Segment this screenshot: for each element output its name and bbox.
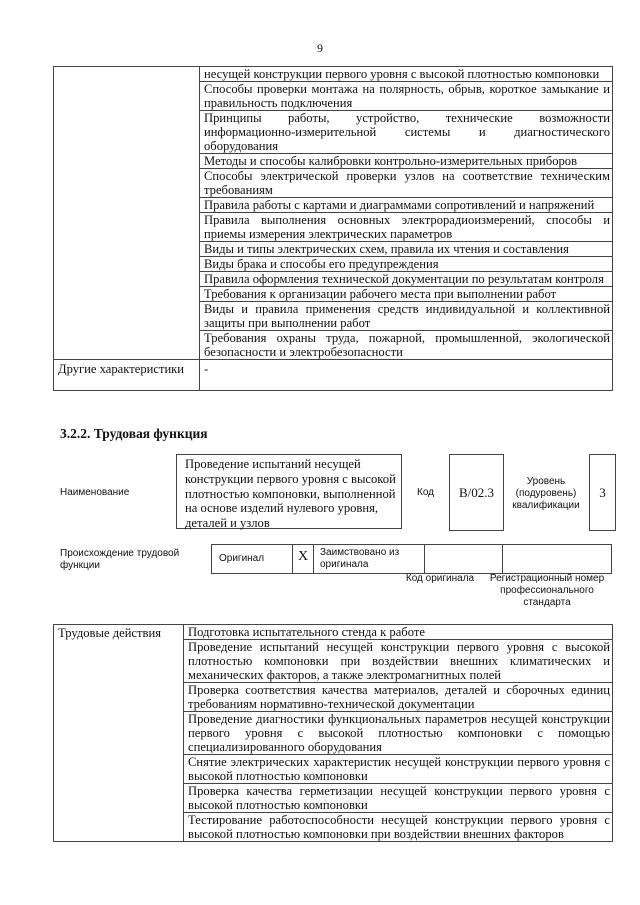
- knowledge-table: [53, 66, 613, 391]
- table-row: [54, 67, 613, 82]
- borrowed-label: Заимствовано из оригинала: [313, 544, 425, 574]
- code-original-cell: [424, 544, 503, 574]
- table-row: [54, 360, 613, 391]
- knowledge-item: Виды и правила применения средств индивидуальной и коллективной защиты при выполнении работ: [200, 302, 613, 331]
- labor-action-item: Тестирование работоспособности несущей конструкции первого уровня с высокой плотностью компоновки при воздействии внешних факторов: [184, 813, 613, 842]
- original-label: Оригинал: [211, 544, 293, 574]
- code-value-box: B/02.3: [449, 454, 504, 531]
- name-label: Наименование: [60, 487, 130, 498]
- knowledge-item: Виды и типы электрических схем, правила их чтения и составления: [200, 242, 613, 257]
- knowledge-item: Способы электрической проверки узлов на соответствие техническим требованиям: [200, 169, 613, 198]
- origin-label: Происхождение трудовой функции: [60, 548, 180, 571]
- knowledge-item: Способы проверки монтажа на полярность, обрыв, короткое замыкание и правильность подключения: [200, 82, 613, 111]
- knowledge-item: несущей конструкции первого уровня с высокой плотностью компоновки: [200, 67, 613, 82]
- section-heading: 3.2.2. Трудовая функция: [60, 426, 208, 441]
- knowledge-item: Методы и способы калибровки контрольно-измерительных приборов: [200, 154, 613, 169]
- labor-action-item: Проверка качества герметизации несущей конструкции первого уровня с высокой плотностью компоновки: [184, 784, 613, 813]
- qualification-level-box: 3: [589, 454, 616, 531]
- table-row: [54, 625, 613, 640]
- labor-actions-table: [53, 624, 613, 842]
- other-characteristics-value: -: [200, 360, 613, 391]
- knowledge-item: Требования к организации рабочего места при выполнении работ: [200, 287, 613, 302]
- code-label: Код: [417, 487, 435, 498]
- labor-actions-label: Трудовые действия: [54, 625, 184, 842]
- page-number: 9: [317, 41, 323, 55]
- other-characteristics-label: Другие характеристики: [54, 360, 200, 391]
- knowledge-item: Принципы работы, устройство, технические возможности информационно-измерительной системы и диагностического оборудования: [200, 111, 613, 154]
- reg-number-label: Регистрационный номер профессионального стандарта: [489, 573, 605, 608]
- knowledge-label-cell: [54, 67, 200, 360]
- reg-number-cell: [502, 544, 612, 574]
- labor-action-item: Проверка соответствия качества материалов, деталей и сборочных единиц требованиям нормативно-технической документации: [184, 683, 613, 712]
- knowledge-item: Правила оформления технической документации по результатам контроля: [200, 272, 613, 287]
- labor-action-item: Подготовка испытательного стенда к работе: [184, 625, 613, 640]
- function-name-box: Проведение испытаний несущей конструкции первого уровня с высокой плотностью компоновки, выполненной на основе изделий нулевого уровня, деталей и узлов: [176, 454, 402, 529]
- original-mark: X: [292, 544, 314, 574]
- labor-action-item: Снятие электрических характеристик несущей конструкции первого уровня с высокой плотностью компоновки: [184, 755, 613, 784]
- knowledge-item: Правила работы с картами и диаграммами сопротивлений и напряжений: [200, 198, 613, 213]
- knowledge-item: Требования охраны труда, пожарной, промышленной, экологической безопасности и электробезопасности: [200, 331, 613, 360]
- origin-row: [212, 544, 614, 574]
- knowledge-item: Правила выполнения основных электрорадиоизмерений, способы и приемы измерения электрических параметров: [200, 213, 613, 242]
- labor-action-item: Проведение испытаний несущей конструкции первого уровня с высокой плотностью компоновки при воздействии внешних климатических и механических факторов, а также электромагнитных полей: [184, 640, 613, 683]
- qualification-level-label: Уровень (подуровень) квалификации: [512, 476, 580, 511]
- labor-action-item: Проведение диагностики функциональных параметров несущей конструкции первого уровня с высокой плотностью компоновки с помощью специализированного оборудования: [184, 712, 613, 755]
- code-original-label: Код оригинала: [405, 573, 475, 584]
- knowledge-item: Виды брака и способы его предупреждения: [200, 257, 613, 272]
